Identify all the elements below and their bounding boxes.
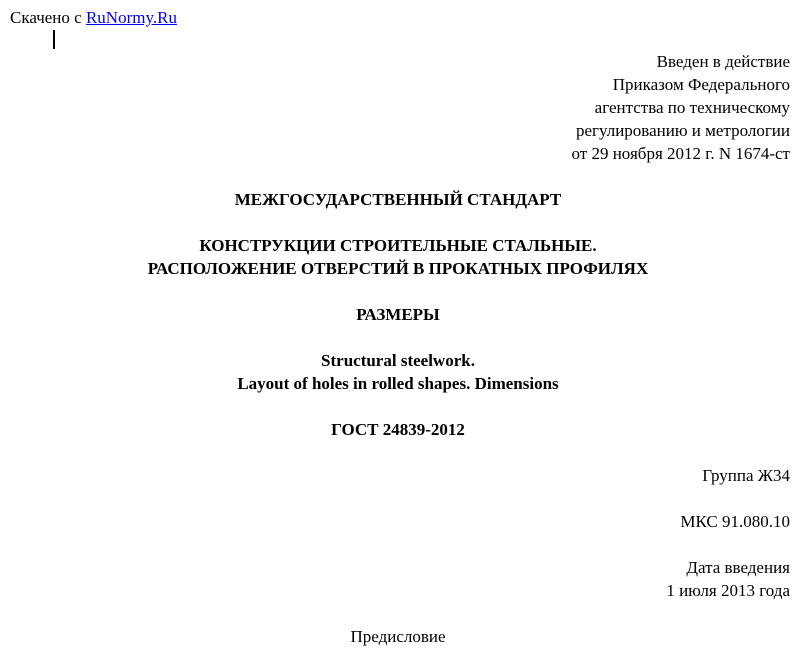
preface-heading: Предисловие xyxy=(350,627,446,646)
title-en-line-2: Layout of holes in rolled shapes. Dimensions xyxy=(237,374,559,393)
intro-line-1: Введен в действие xyxy=(656,52,790,71)
intro-date-label: Дата введения xyxy=(686,558,790,577)
standard-type: МЕЖГОСУДАРСТВЕННЫЙ СТАНДАРТ xyxy=(234,190,562,209)
intro-line-3: агентства по техническому xyxy=(594,98,790,117)
source-link[interactable]: RuNormy.Ru xyxy=(85,8,177,27)
text-cursor xyxy=(53,30,55,49)
title-en-line-1: Structural steelwork. xyxy=(321,351,475,370)
mks-code: МКС 91.080.10 xyxy=(680,512,790,531)
intro-line-5: от 29 ноября 2012 г. N 1674-ст xyxy=(571,144,790,163)
gost-number: ГОСТ 24839-2012 xyxy=(331,420,465,439)
group-code: Группа Ж34 xyxy=(702,466,790,485)
intro-line-4: регулированию и метрологии xyxy=(575,121,790,140)
source-line xyxy=(10,6,177,29)
subtitle-ru: РАЗМЕРЫ xyxy=(356,305,440,324)
title-ru-line-2: РАСПОЛОЖЕНИЕ ОТВЕРСТИЙ В ПРОКАТНЫХ ПРОФИЛЯХ xyxy=(147,259,649,278)
intro-date-value: 1 июля 2013 года xyxy=(666,581,790,600)
source-prefix: Скачено с xyxy=(10,8,86,27)
title-ru-line-1: КОНСТРУКЦИИ СТРОИТЕЛЬНЫЕ СТАЛЬНЫЕ. xyxy=(199,236,597,255)
intro-line-2: Приказом Федерального xyxy=(612,75,790,94)
